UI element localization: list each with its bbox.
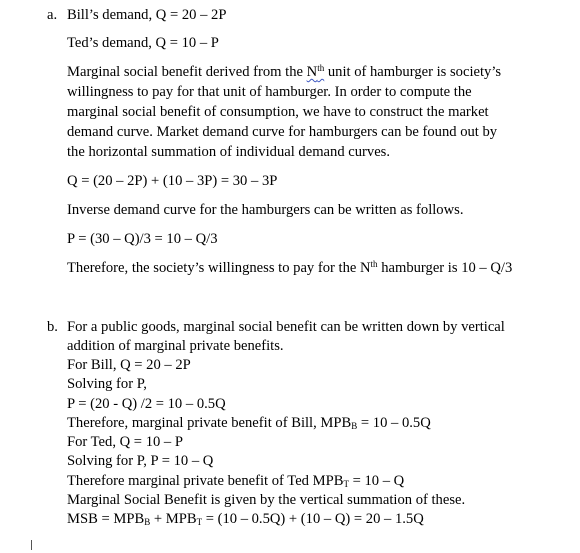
msb-intro: Marginal Social Benefit is given by the vertical summation of these.	[67, 492, 466, 508]
paragraph-line-3: marginal social benefit of consumption, we have to construct the market	[67, 104, 489, 120]
list-marker-a: a.	[47, 7, 58, 23]
text-run: unit of hamburger is society’s	[324, 64, 502, 80]
public-goods-intro-line-1: For a public goods, marginal social benefit can be written down by vertical	[67, 319, 505, 335]
text-run: MSB = MPB	[67, 511, 145, 527]
market-demand-equation: Q = (20 – 2P) + (10 – 3P) = 30 – 3P	[67, 173, 278, 189]
subscript-b: B	[351, 421, 358, 431]
superscript-th: th	[317, 63, 325, 73]
paragraph-line-2: willingness to pay for that unit of hamburger. In order to compute the	[67, 84, 472, 100]
subscript-t: T	[196, 517, 203, 527]
text-run: = 10 – Q	[348, 473, 405, 489]
text-cursor[interactable]	[31, 540, 32, 550]
ted-demand-b: For Ted, Q = 10 – P	[67, 434, 183, 450]
text-run: Marginal social benefit derived from the	[67, 64, 307, 80]
text-run: + MPB	[150, 511, 197, 527]
text-run: = 10 – 0.5Q	[357, 415, 431, 431]
ted-mpb-line	[67, 472, 404, 492]
solving-for-p: Solving for P,	[67, 376, 147, 392]
spellcheck-flagged-word	[307, 64, 325, 80]
paragraph-line-1	[67, 63, 501, 83]
inverse-demand-equation: P = (30 – Q)/3 = 10 – Q/3	[67, 231, 218, 247]
paragraph-line-5: the horizontal summation of individual demand curves.	[67, 144, 391, 160]
subscript-b: B	[144, 517, 151, 527]
ted-solving-for-p: Solving for P, P = 10 – Q	[67, 453, 214, 469]
ted-demand-a: Ted’s demand, Q = 10 – P	[67, 35, 219, 51]
text-run: = (10 – 0.5Q) + (10 – Q) = 20 – 1.5Q	[202, 511, 424, 527]
public-goods-intro-line-2: addition of marginal private benefits.	[67, 338, 284, 354]
bill-demand-b: For Bill, Q = 20 – 2P	[67, 357, 191, 373]
text-run: hamburger is 10 – Q/3	[377, 260, 513, 276]
subscript-t: T	[343, 479, 349, 489]
msb-equation	[67, 510, 424, 530]
text-run: Therefore marginal private benefit of Ted MPB	[67, 473, 344, 489]
conclusion-line	[67, 259, 512, 279]
superscript-th: th	[370, 259, 378, 269]
bill-mpb-line	[67, 414, 431, 434]
inverse-demand-intro: Inverse demand curve for the hamburgers can be written as follows.	[67, 202, 464, 218]
text-run: Therefore, marginal private benefit of Bill, MPB	[67, 415, 352, 431]
list-marker-b: b.	[47, 319, 58, 335]
bill-price-equation: P = (20 - Q) /2 = 10 – 0.5Q	[67, 396, 226, 412]
bill-demand-a: Bill’s demand, Q = 20 – 2P	[67, 7, 227, 23]
text-run: N	[306, 64, 318, 80]
paragraph-line-4: demand curve. Market demand curve for hamburgers can be found out by	[67, 124, 498, 140]
text-run: Therefore, the society’s willingness to pay for the N	[67, 260, 371, 276]
